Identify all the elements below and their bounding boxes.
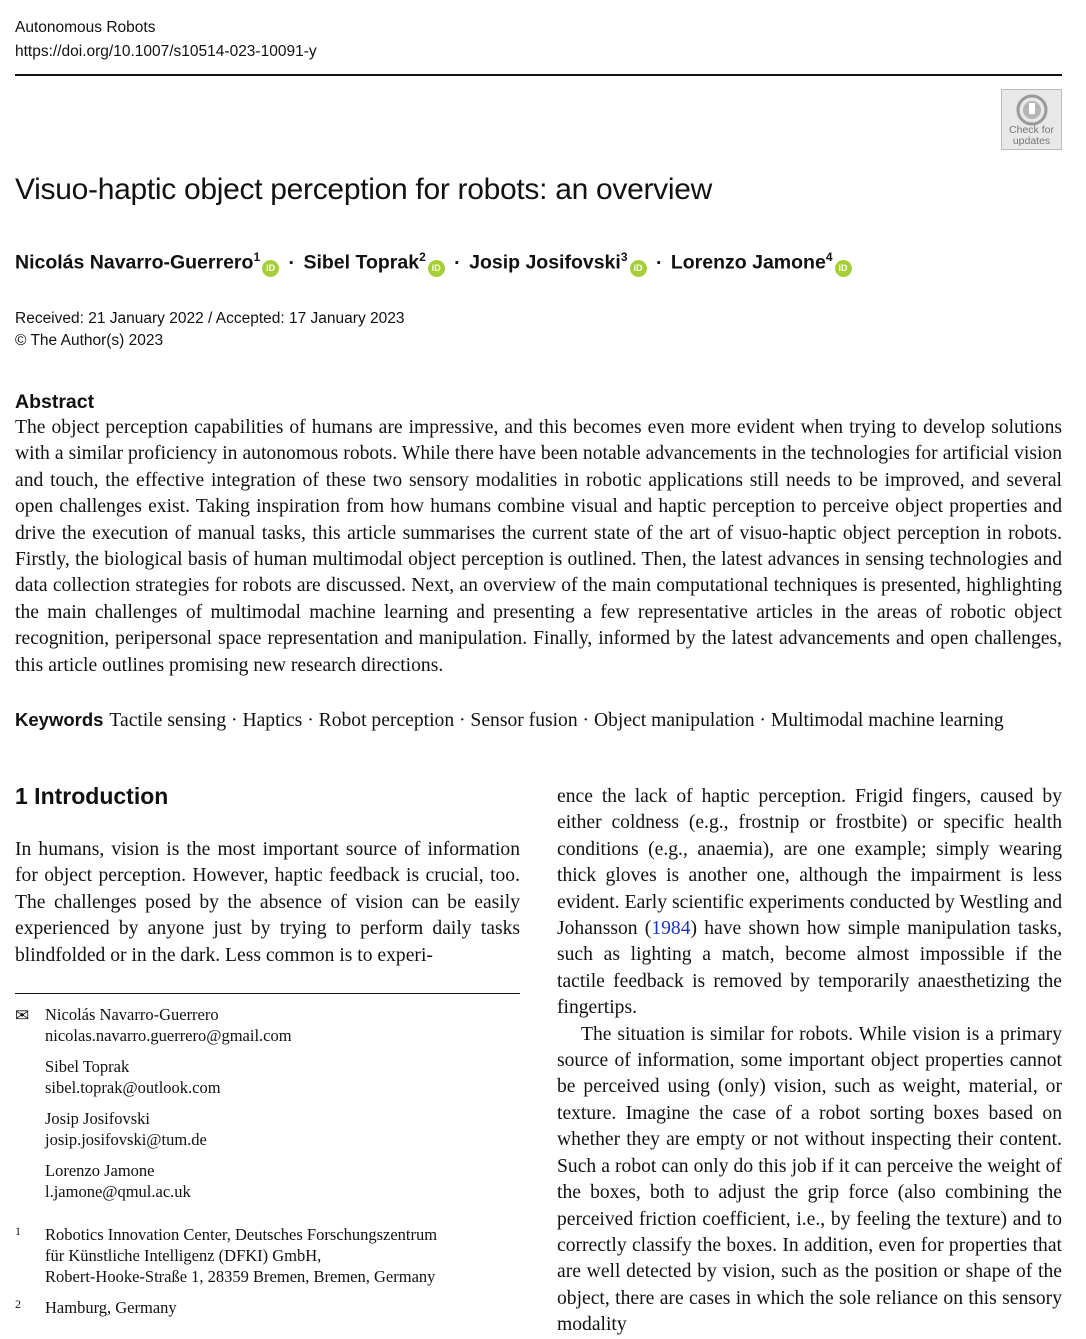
abstract-heading: Abstract: [15, 391, 95, 413]
citation-link[interactable]: 1984: [651, 918, 691, 940]
copyright: © The Author(s) 2023: [15, 332, 164, 349]
affiliation-entry: [15, 1297, 520, 1318]
author-separator: ·: [288, 251, 296, 274]
affiliation-line: Robotics Innovation Center, Deutsches Forschungszentrum: [45, 1225, 438, 1244]
crossmark-icon: [1016, 94, 1048, 126]
contact-name: Lorenzo Jamone: [45, 1161, 155, 1180]
doi-link[interactable]: https://doi.org/10.1007/s10514-023-10091-y: [15, 43, 317, 60]
publication-dates: [15, 308, 405, 352]
affiliation-line: Hamburg, Germany: [45, 1298, 177, 1317]
intro-text: ) have shown how simple manipulation tasks, such as lighting a match, become almost impossible if the tactile feedback is removed by temporarily anaesthetizing the fingertips.: [557, 918, 1062, 1019]
intro-paragraph: The situation is similar for robots. While vision is a primary source of information, some important object properties cannot be perceived using (only) vision, such as weight, material, or texture. Imagine the case of a robot sorting boxes based on whether they are empty or not without inspecting their content. Such a robot can only do this job if it can perceive the weight of the boxes, both to adjust the grip force (also combining the perceived friction coefficient, i.e., by feeling the texture) and to correctly classify the boxes. In addition, even for properties that are well detected by vision, such as the position or shape of the object, there are cases in which the sole reliance on this sensory modality: [557, 1023, 1062, 1336]
contact-email[interactable]: l.jamone@qmul.ac.uk: [45, 1182, 191, 1201]
contact-entry: [15, 1160, 520, 1202]
author-list: [15, 243, 855, 277]
contact-email[interactable]: nicolas.navarro.guerrero@gmail.com: [45, 1026, 292, 1045]
intro-right-column: [557, 784, 1062, 1339]
orcid-icon[interactable]: iD: [835, 260, 852, 277]
affiliation-line: für Künstliche Intelligenz (DFKI) GmbH,: [45, 1246, 322, 1265]
contact-email[interactable]: sibel.toprak@outlook.com: [45, 1078, 221, 1097]
contact-entry: [15, 1056, 520, 1098]
envelope-icon: ✉: [15, 1006, 30, 1025]
author-affil-sup: 4: [825, 250, 833, 264]
keywords-list: Tactile sensing · Haptics · Robot perception · Sensor fusion · Object manipulation · Multimodal machine learning: [109, 710, 1004, 731]
contact-entry: [15, 1108, 520, 1150]
keywords-heading: Keywords: [15, 709, 104, 730]
author-name[interactable]: Josip Josifovski: [469, 251, 621, 274]
intro-left-text: In humans, vision is the most important source of information for object perception. However, haptic feedback is crucial, too. The challenges posed by the absence of vision can be easily experienced by anyone just by trying to perform daily tasks blindfolded or in the dark. Less common is to experi-: [15, 839, 520, 966]
received-accepted: Received: 21 January 2022 / Accepted: 17 January 2023: [15, 310, 405, 327]
journal-header: [15, 16, 317, 64]
contact-name: Josip Josifovski: [45, 1109, 150, 1128]
badge-line-1: Check for: [1009, 124, 1054, 136]
author-affil-sup: 3: [620, 250, 628, 264]
affiliation-number: 2: [15, 1297, 21, 1311]
intro-paragraph: [557, 784, 1062, 1022]
contact-entry: [15, 1004, 520, 1046]
orcid-icon[interactable]: iD: [630, 260, 647, 277]
intro-text: ence the lack of haptic perception. Frigid fingers, caused by either coldness (e.g., frostnip or frostbite) or specific health conditions (e.g., anaemia), are one example; simply wearing thick gloves is another one, although the impairment is less evident. Early scientific experiments conducted by Westling and Johansson (: [557, 786, 1062, 940]
author-name[interactable]: Nicolás Navarro-Guerrero: [15, 251, 254, 274]
affiliation-number: 1: [15, 1224, 21, 1238]
affiliations: [15, 1224, 520, 1328]
badge-line-2: updates: [1012, 135, 1051, 147]
contact-name: Sibel Toprak: [45, 1057, 130, 1076]
author-name[interactable]: Lorenzo Jamone: [670, 251, 826, 274]
header-rule: [15, 74, 1062, 76]
author-separator: ·: [655, 251, 663, 274]
author-separator: ·: [454, 251, 461, 274]
corresponding-contacts: [15, 1004, 520, 1212]
orcid-icon[interactable]: iD: [262, 260, 279, 277]
author-affil-sup: 2: [419, 250, 426, 264]
author-name[interactable]: Sibel Toprak: [303, 251, 420, 274]
affiliation-line: Robert-Hooke-Straße 1, 28359 Bremen, Bremen, Germany: [45, 1267, 436, 1286]
journal-name: Autonomous Robots: [15, 19, 156, 36]
affiliation-entry: [15, 1224, 520, 1287]
contact-email[interactable]: josip.josifovski@tum.de: [45, 1130, 207, 1149]
contact-name: Nicolás Navarro-Guerrero: [45, 1005, 219, 1024]
orcid-icon[interactable]: iD: [428, 260, 445, 277]
check-for-updates-badge[interactable]: [1001, 89, 1062, 150]
keywords: [15, 707, 1062, 734]
author-affil-sup: 1: [253, 250, 261, 264]
footnote-rule: [15, 993, 520, 994]
paper-title: Visuo-haptic object perception for robots: an overview: [15, 173, 712, 206]
section-heading: 1 Introduction: [15, 783, 169, 809]
abstract-text: The object perception capabilities of humans are impressive, and this becomes even more evident when trying to develop solutions with a similar proficiency in autonomous robots. While there have been notable advancements in the technologies for artificial vision and touch, the effective integration of these two sensory modalities in robotic applications still needs to be improved, and several open challenges exist. Taking inspiration from how humans combine visual and haptic perception to perceive object properties and drive the execution of manual tasks, this article summarises the current state of the art of visuo-haptic object perception in robots. Firstly, the biological basis of human multimodal object perception is outlined. Then, the latest advances in sensing technologies and data collection strategies for robots are discussed. Next, an overview of the main computational techniques is presented, highlighting the main challenges of multimodal machine learning and presenting a few representative articles in the areas of robotic object recognition, peripersonal space representation and manipulation. Finally, informed by the latest advancements and open challenges, this article outlines promising new research directions.: [15, 417, 1062, 676]
